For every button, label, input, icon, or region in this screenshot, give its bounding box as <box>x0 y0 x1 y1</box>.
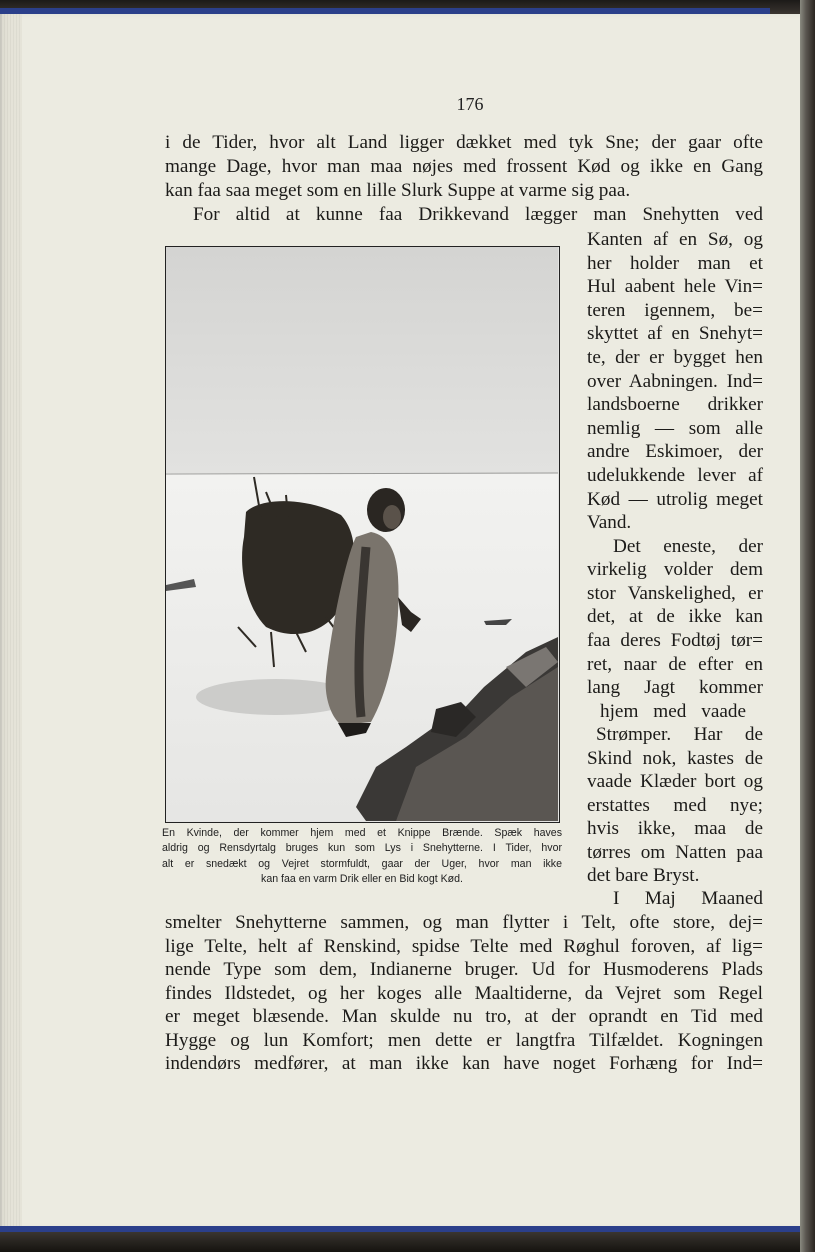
text-line: Skind nok, kastes de <box>587 748 763 769</box>
text-line: Kød — utrolig meget <box>587 489 763 510</box>
text-line: Hygge og lun Komfort; men dette er langtfra Tilfældet. Kogningen <box>165 1030 763 1051</box>
text-line: lige Telte, helt af Renskind, spidse Telte med Røghul foroven, af lig= <box>165 936 763 957</box>
book-spine <box>800 0 815 1252</box>
text-line: Strømper. Har de <box>596 724 763 745</box>
text-line: hvis ikke, maa de <box>587 818 763 839</box>
sky <box>166 247 558 475</box>
text-line: smelter Snehytterne sammen, og man flytter i Telt, ofte store, dej= <box>165 912 763 933</box>
text-line: I Maj Maaned <box>613 888 763 909</box>
text-line: tørres om Natten paa <box>587 842 763 863</box>
text-line: erstattes med nye; <box>587 795 763 816</box>
photograph <box>165 246 560 823</box>
text-line: nende Type som dem, Indianerne bruger. Ud for Husmoderens Plads <box>165 959 763 980</box>
text-line: i de Tider, hvor alt Land ligger dækket med tyk Sne; der gaar ofte <box>165 132 763 153</box>
text-line: kan faa saa meget som en lille Slurk Suppe at varme sig paa. <box>165 180 631 201</box>
text-line: indendørs medfører, at man ikke kan have noget Forhæng for Ind= <box>165 1053 763 1074</box>
caption-line: En Kvinde, der kommer hjem med et Knippe Brænde. Spæk haves <box>162 827 562 839</box>
caption-line: kan faa en varm Drik eller en Bid kogt Kød. <box>261 873 463 886</box>
caption-line: aldrig og Rensdyrtalg bruges kun som Lys i Snehytterne. I Tider, hvor <box>162 842 562 855</box>
text-line: Hul aabent hele Vin= <box>587 276 763 297</box>
text-line: landsboerne drikker <box>587 394 763 415</box>
text-line: mange Dage, hvor man maa nøjes med frossent Kød og ikke en Gang <box>165 156 763 177</box>
text-line: findes Ildstedet, og her koges alle Maaltiderne, da Vejret som Regel <box>165 983 763 1004</box>
text-line: virkelig volder dem <box>587 559 763 580</box>
text-line: For altid at kunne faa Drikkevand lægger man Snehytten ved <box>193 204 763 225</box>
photo-caption <box>162 826 562 888</box>
text-line: udelukkende lever af <box>587 465 763 486</box>
book-bottom-edge <box>0 1232 815 1252</box>
text-line: ret, naar de efter en <box>587 654 763 675</box>
text-line: stor Vanskelighed, er <box>587 583 763 604</box>
text-line: over Aabningen. Ind= <box>587 371 763 392</box>
text-line: her holder man et <box>587 253 763 274</box>
text-line: det bare Bryst. <box>587 865 700 886</box>
text-line: vaade Klæder bort og <box>587 771 763 792</box>
text-line: andre Eskimoer, der <box>587 441 763 462</box>
text-line: teren igennem, be= <box>587 300 763 321</box>
text-line: faa deres Fodtøj tør= <box>587 630 763 651</box>
text-line: Vand. <box>587 512 632 533</box>
text-line: er meget blæsende. Man skulde nu tro, at der oprandt en Tid med <box>165 1006 763 1027</box>
page-stack-edge <box>2 14 22 1228</box>
text-line: skyttet af en Snehyt= <box>587 323 763 344</box>
photo-illustration <box>166 247 558 821</box>
text-line: Det eneste, der <box>613 536 763 557</box>
page-number: 176 <box>456 94 484 114</box>
text-line: te, der er bygget hen <box>587 347 763 368</box>
caption-line: alt er snedækt og Vejret stormfuldt, gaar der Uger, hvor man ikke <box>162 857 562 870</box>
text-line: nemlig — som alle <box>587 418 763 439</box>
text-line: hjem med vaade <box>600 701 746 722</box>
text-line: lang Jagt kommer <box>587 677 763 698</box>
text-line: Kanten af en Sø, og <box>587 229 763 250</box>
text-line: det, at de ikke kan <box>587 606 763 627</box>
